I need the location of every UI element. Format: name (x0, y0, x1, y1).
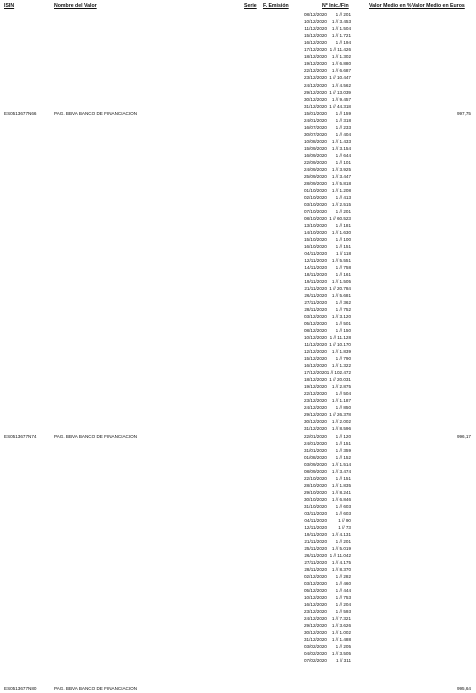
issue-date: 19/11/2020 (304, 279, 327, 285)
issue-range: 1 // 20.784 (329, 286, 351, 292)
issue-range: 1 // 1.514 (331, 461, 351, 467)
issue-range: 1 // 201 (335, 538, 351, 544)
issue-date: 15/12/2020 (304, 33, 327, 39)
col-num-header: Nº Inic./Fin (322, 3, 349, 9)
issue-date: 12/12/2020 (304, 349, 327, 355)
issue-range: 1 // 201 (335, 12, 351, 18)
issue-range: 1 // 3.120 (331, 314, 351, 320)
issue-date: 16/12/2020 (304, 40, 327, 46)
issue-range: 1 // 10.447 (329, 75, 351, 81)
issue-range: 1 // 73 (338, 524, 351, 530)
issue-date: 29/10/2020 (304, 489, 327, 495)
issue-range: 1 // 100 (335, 236, 351, 242)
issue-range: 1 // 1.002 (331, 630, 351, 636)
issue-range: 1 // 11.426 (329, 47, 351, 53)
issue-date: 05/12/2020 (304, 587, 327, 593)
issue-range: 1 // 6.687 (331, 68, 351, 74)
issue-date: 28/09/2020 (304, 180, 327, 186)
issue-date: 03/12/2020 (304, 314, 327, 320)
col-serie-header: Serie (244, 3, 257, 9)
issue-date: 30/12/2020 (304, 96, 327, 102)
issue-range: 1 // 6.880 (331, 61, 351, 67)
issue-date: 23/12/2020 (304, 398, 327, 404)
issue-range: 1 // 10.170 (329, 342, 351, 348)
issue-date: 04/11/2020 (304, 517, 327, 523)
issue-range: 1 // 11.042 (329, 552, 351, 558)
issue-range: 1 // 404 (335, 131, 351, 137)
issue-range: 1 // 318 (335, 117, 351, 123)
issue-date: 16/10/2020 (304, 243, 327, 249)
issue-date: 31/12/2020 (304, 637, 327, 643)
issue-date: 14/10/2020 (304, 229, 327, 235)
issue-range: 1 // 151 (335, 475, 351, 481)
issue-range: 1 // 1.488 (331, 637, 351, 643)
issue-date: 19/12/2020 (304, 384, 327, 390)
issue-date: 11/12/2020 (304, 342, 327, 348)
issue-date: 10/12/2020 (304, 594, 327, 600)
issue-range: 1 // 102.472 (326, 370, 351, 376)
issue-range: 1 // 1.505 (331, 279, 351, 285)
issue-date: 18/11/2020 (304, 272, 327, 278)
issue-date: 12/11/2020 (304, 258, 327, 263)
issue-date: 03/11/2020 (304, 510, 327, 516)
issue-range: 1 // 233 (335, 124, 351, 130)
issue-range: 1 // 1.433 (331, 138, 351, 144)
issue-range: 1 // 152 (335, 454, 351, 460)
issue-date: 19/11/2020 (304, 531, 327, 537)
issue-date: 30/12/2020 (304, 419, 327, 425)
issue-range: 1 // 7.321 (331, 616, 351, 622)
issue-range: 1 // 151 (335, 243, 351, 249)
issue-date: 22/12/2020 (304, 68, 327, 74)
issue-range: 1 // 790 (335, 356, 351, 362)
col-eur-header: Valor Medio en Euros (412, 3, 465, 9)
issue-date: 29/12/2020 (304, 89, 327, 95)
issue-range: 1 // 120 (335, 433, 351, 439)
issue-date: 18/12/2020 (304, 54, 327, 60)
issue-range: 1 // 150 (335, 328, 351, 334)
issue-range: 1 // 26.378 (329, 412, 351, 418)
issue-range: 1 // 753 (335, 594, 351, 600)
issue-range: 1 // 20.031 (329, 377, 351, 383)
issue-date: 10/12/2020 (304, 19, 327, 25)
issue-range: 1 // 444 (335, 587, 351, 593)
issue-range: 1 // 752 (335, 307, 351, 313)
issue-range: 1 // 3.447 (331, 173, 351, 179)
issue-date: 07/10/2020 (304, 208, 327, 214)
issue-date: 11/12/2020 (304, 26, 327, 32)
security-avg-eur: 997,75 (456, 110, 471, 116)
issue-range: 1 // 8.596 (331, 426, 351, 432)
issue-range: 1 // 8.241 (331, 489, 351, 495)
issue-range: 1 // 413 (335, 194, 351, 200)
issue-date: 03/10/2020 (304, 201, 327, 207)
issue-date: 14/11/2020 (304, 265, 327, 271)
issue-date: 23/12/2020 (304, 75, 327, 81)
issue-range: 1 // 1.721 (331, 33, 351, 39)
issue-date: 18/12/2020 (304, 377, 327, 383)
issue-date: 24/12/2020 (304, 82, 327, 88)
issue-date: 28/11/2020 (304, 566, 327, 572)
issue-date: 24/01/2020 (304, 117, 327, 123)
issue-range: 1 // 593 (335, 609, 351, 614)
security-isin: ES0513677N80 (4, 686, 37, 692)
issue-date: 21/11/2020 (304, 538, 327, 544)
issue-date: 16/12/2020 (304, 601, 327, 607)
issue-range: 1 // 2.875 (331, 384, 351, 390)
issue-date: 08/12/2020 (304, 328, 327, 334)
issue-range: 1 // 5.818 (331, 180, 351, 186)
issue-range: 1 // 1.208 (331, 187, 351, 193)
issue-date: 08/10/2020 (304, 215, 327, 221)
issue-date: 29/12/2020 (304, 623, 327, 629)
issue-date: 24/09/2020 (304, 166, 327, 172)
issue-date: 04/02/2020 (304, 651, 327, 657)
issue-range: 1 // 1.187 (331, 398, 351, 404)
issue-range: 1 // 151 (335, 440, 351, 446)
issue-range: 1 // 194 (335, 40, 351, 46)
issue-range: 1 // 3.154 (331, 145, 351, 151)
issue-range: 1 // 362 (335, 300, 351, 306)
issue-date: 30/07/2020 (304, 131, 327, 137)
issue-range: 1 // 758 (335, 265, 351, 271)
issue-range: 1 // 5.681 (331, 293, 351, 299)
issue-date: 30/12/2020 (304, 630, 327, 636)
issue-range: 1 // 44.318 (329, 103, 351, 109)
security-avg-eur: 996,17 (456, 433, 471, 439)
col-nombre-header: Nombre del Valor (54, 3, 97, 9)
issue-range: 1 // 101 (335, 159, 351, 165)
col-fecha-header: F. Emisión (263, 3, 289, 9)
issue-range: 1 // 13.039 (329, 89, 351, 95)
issue-date: 08/12/2020 (304, 12, 327, 18)
issue-range: 1 // 1.322 (331, 363, 351, 369)
issue-range: 1 // 1.839 (331, 349, 351, 355)
issue-range: 1 // 3.626 (331, 623, 351, 629)
issue-range: 1 // 644 (335, 152, 351, 158)
issue-range: 1 // 181 (335, 222, 351, 228)
security-name: PAG. BBVA BANCO DE FINANCIACION (54, 433, 138, 439)
issue-range: 1 // 201 (335, 208, 351, 214)
col-isin-header: ISIN (4, 3, 15, 9)
issue-date: 03/02/2020 (304, 644, 327, 650)
issue-range: 1 // 282 (335, 573, 351, 579)
issue-date: 21/11/2020 (304, 286, 327, 292)
issue-date: 27/11/2020 (304, 559, 327, 565)
issue-date: 17/12/2020 (304, 370, 327, 376)
issue-date: 16/12/2020 (304, 363, 327, 369)
issue-date: 03/12/2020 (304, 580, 327, 586)
issue-range: 1 // 161 (335, 272, 351, 278)
issue-date: 23/12/2020 (304, 609, 327, 614)
issue-date: 31/10/2020 (304, 503, 327, 509)
issue-range: 1 // 603 (335, 503, 351, 509)
issue-range: 1 // 9.457 (331, 96, 351, 102)
issue-range: 1 // 311 (336, 658, 351, 664)
issue-range: 1 // 8.370 (331, 566, 351, 572)
issue-date: 31/12/2020 (304, 426, 327, 432)
issue-range: 1 // 2.002 (331, 419, 351, 425)
issue-date: 01/10/2020 (304, 187, 327, 193)
issue-date: 25/09/2020 (304, 173, 327, 179)
issue-date: 07/02/2020 (304, 658, 327, 664)
security-name: PAG. BBVA BANCO DE FINANCIACION (54, 110, 138, 116)
issue-date: 28/11/2020 (304, 307, 327, 313)
security-avg-eur: 995,64 (456, 686, 471, 692)
issue-date: 13/10/2020 (304, 222, 327, 228)
issue-range: 1 // 159 (335, 110, 351, 116)
issue-range: 1 // 1.835 (331, 482, 351, 488)
security-isin: ES0513677N66 (4, 110, 37, 116)
issue-range: 1 // 501 (335, 321, 351, 327)
col-pct-header: Valor Medio en % (369, 3, 412, 9)
issue-range: 1 // 460 (335, 580, 351, 586)
issue-range: 1 // 2.515 (331, 201, 351, 207)
issue-date: 28/10/2020 (304, 482, 327, 488)
issue-range: 1 // 359 (335, 447, 351, 453)
issue-date: 04/11/2020 (304, 250, 327, 256)
issue-date: 25/11/2020 (304, 545, 327, 551)
issue-date: 16/07/2020 (304, 124, 327, 130)
issue-range: 1 // 504 (335, 391, 351, 397)
issue-date: 31/01/2020 (304, 447, 327, 453)
security-name: PAG. BBVA BANCO DE FINANCIACION (54, 686, 138, 692)
issue-range: 1 // 204 (335, 601, 351, 607)
issue-date: 30/10/2020 (304, 496, 327, 502)
issue-date: 24/12/2020 (304, 616, 327, 622)
issue-range: 1 // 3.474 (331, 468, 351, 474)
issue-range: 1 // 4.131 (331, 531, 351, 537)
issue-range: 1 // 90 (338, 517, 351, 523)
issue-date: 19/12/2020 (304, 61, 327, 67)
issue-date: 22/10/2020 (304, 475, 327, 481)
issue-range: 1 // 3.925 (331, 166, 351, 172)
issue-date: 17/12/2020 (304, 47, 327, 53)
issue-date: 10/08/2020 (304, 138, 327, 144)
issue-range: 1 // 1.302 (331, 54, 351, 60)
issue-range: 1 // 205 (335, 644, 351, 650)
issue-range: 1 // 6.846 (331, 496, 351, 502)
issue-date: 26/11/2020 (304, 293, 327, 299)
issue-date: 01/08/2020 (304, 454, 327, 460)
issue-range: 1 // 1.630 (331, 229, 351, 235)
issue-date: 15/10/2020 (304, 236, 327, 242)
issue-date: 03/09/2020 (304, 461, 327, 467)
issue-date: 15/01/2020 (304, 110, 327, 116)
issue-range: 1 // 5.551 (331, 258, 351, 263)
issue-range: 1 // 118 (336, 250, 351, 256)
issue-range: 1 // 5.019 (331, 545, 351, 551)
issue-range: 1 // 4.175 (331, 559, 351, 565)
issue-range: 1 // 11.128 (329, 335, 351, 341)
issue-date: 29/12/2020 (304, 412, 327, 418)
issue-date: 31/12/2020 (304, 103, 327, 109)
issue-date: 24/01/2020 (304, 440, 327, 446)
issue-range: 1 // 603 (335, 510, 351, 516)
issue-range: 1 // 4.562 (331, 82, 351, 88)
issue-date: 15/09/2020 (304, 145, 327, 151)
issue-date: 02/12/2020 (304, 573, 327, 579)
issue-date: 22/09/2020 (304, 159, 327, 165)
issue-date: 22/12/2020 (304, 391, 327, 397)
issue-date: 24/12/2020 (304, 405, 327, 411)
issue-date: 16/09/2020 (304, 152, 327, 158)
issue-date: 27/11/2020 (304, 300, 327, 306)
issue-date: 22/01/2020 (304, 433, 327, 439)
issue-range: 1 // 60.523 (329, 215, 351, 221)
issue-range: 1 // 3.453 (331, 19, 351, 25)
issue-date: 15/12/2020 (304, 356, 327, 362)
security-isin: ES0513677N74 (4, 433, 37, 439)
issue-date: 12/11/2020 (304, 524, 327, 530)
issue-date: 05/12/2020 (304, 321, 327, 327)
issue-range: 1 // 1.504 (331, 26, 351, 32)
issue-date: 08/09/2020 (304, 468, 327, 474)
issue-date: 26/11/2020 (304, 552, 327, 558)
issue-range: 1 // 3.505 (331, 651, 351, 657)
issue-date: 10/12/2020 (304, 335, 327, 341)
issue-range: 1 // 850 (335, 405, 351, 411)
issue-date: 02/10/2020 (304, 194, 327, 200)
